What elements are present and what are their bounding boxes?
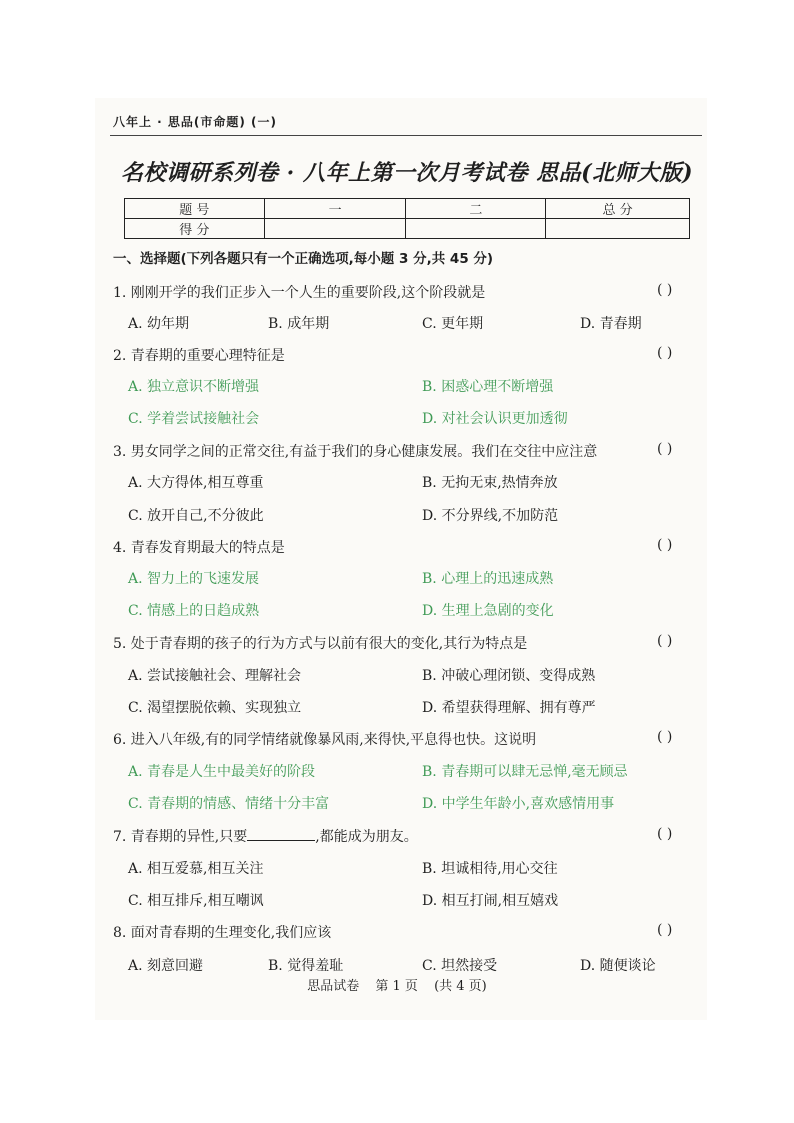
score-table-row-header: [125, 199, 690, 219]
option-c: C. 学着尝试接触社会: [128, 411, 260, 427]
option-a: A. 尝试接触社会、理解社会: [128, 668, 302, 684]
header-cell: 总 分: [546, 199, 690, 219]
score-input-cell[interactable]: [546, 219, 690, 239]
option-c: C. 渴望摆脱依赖、实现独立: [128, 700, 302, 716]
question-5-stem: 5. 处于青春期的孩子的行为方式与以前有很大的变化,其行为特点是: [113, 636, 528, 652]
question-7-stem-end: ,都能成为朋友。: [315, 829, 418, 845]
question-8-stem: 8. 面对青春期的生理变化,我们应该: [113, 925, 332, 941]
answer-paren[interactable]: ( ): [657, 345, 673, 361]
option-d: D. 中学生年龄小,喜欢感情用事: [422, 796, 615, 812]
header-cell: 一: [264, 199, 406, 219]
option-a: A. 大方得体,相互尊重: [128, 475, 264, 491]
answer-paren[interactable]: ( ): [657, 826, 673, 842]
option-d: D. 对社会认识更加透彻: [422, 411, 568, 427]
option-a: A. 青春是人生中最美好的阶段: [128, 764, 316, 780]
option-c: C. 坦然接受: [422, 958, 498, 974]
footer-subject: 思品试卷: [307, 979, 360, 994]
footer-page-number: 第 1 页: [375, 979, 418, 994]
option-b: B. 坦诚相待,用心交往: [422, 861, 558, 877]
option-c: C. 相互排斥,相互嘲讽: [128, 893, 264, 909]
option-b: B. 困惑心理不断增强: [422, 379, 554, 395]
option-a: A. 独立意识不断增强: [128, 379, 260, 395]
option-a: A. 刻意回避: [128, 958, 204, 974]
answer-paren[interactable]: ( ): [657, 633, 673, 649]
header-cell: 题 号: [125, 199, 265, 219]
question-7-stem: [113, 826, 418, 846]
answer-paren[interactable]: ( ): [657, 922, 673, 938]
score-table-row-score: [125, 219, 690, 239]
question-2-stem: 2. 青春期的重要心理特征是: [113, 348, 285, 364]
question-1-stem: 1. 刚刚开学的我们正步入一个人生的重要阶段,这个阶段就是: [113, 285, 486, 301]
question-7-stem-start: 7. 青春期的异性,只要: [113, 829, 248, 845]
running-header: 八年上 · 思品(市命题) (一): [113, 115, 278, 129]
score-input-cell[interactable]: [264, 219, 406, 239]
option-b: B. 冲破心理闭锁、变得成熟: [422, 668, 596, 684]
option-b: B. 觉得羞耻: [268, 958, 344, 974]
option-c: C. 放开自己,不分彼此: [128, 508, 264, 524]
option-a: A. 相互爱慕,相互关注: [128, 861, 264, 877]
answer-paren[interactable]: ( ): [657, 729, 673, 745]
option-c: C. 更年期: [422, 316, 484, 332]
option-b: B. 成年期: [268, 316, 330, 332]
question-3-stem: 3. 男女同学之间的正常交往,有益于我们的身心健康发展。我们在交往中应注意: [113, 444, 598, 460]
header-rule: [110, 135, 702, 136]
score-input-cell[interactable]: [406, 219, 546, 239]
answer-paren[interactable]: ( ): [657, 282, 673, 298]
question-6-stem: 6. 进入八年级,有的同学情绪就像暴风雨,来得快,平息得也快。这说明: [113, 732, 537, 748]
exam-title: 名校调研系列卷 · 八年上第一次月考试卷 思品(北师大版): [121, 160, 693, 186]
option-b: B. 青春期可以肆无忌惮,毫无顾忌: [422, 764, 628, 780]
option-b: B. 心理上的迅速成熟: [422, 571, 554, 587]
option-c: C. 青春期的情感、情绪十分丰富: [128, 796, 330, 812]
option-a: A. 幼年期: [128, 316, 190, 332]
page-footer: [0, 975, 794, 994]
option-c: C. 情感上的日趋成熟: [128, 603, 260, 619]
score-table: [124, 198, 690, 239]
question-4-stem: 4. 青春发育期最大的特点是: [113, 540, 285, 556]
option-b: B. 无拘无束,热情奔放: [422, 475, 558, 491]
option-d: D. 青春期: [580, 316, 642, 332]
option-d: D. 生理上急剧的变化: [422, 603, 554, 619]
answer-paren[interactable]: ( ): [657, 441, 673, 457]
option-d: D. 相互打闹,相互嬉戏: [422, 893, 559, 909]
fill-blank[interactable]: [247, 826, 315, 841]
option-d: D. 希望获得理解、拥有尊严: [422, 700, 596, 716]
answer-paren[interactable]: ( ): [657, 537, 673, 553]
footer-total-pages: (共 4 页): [434, 979, 487, 994]
option-a: A. 智力上的飞速发展: [128, 571, 260, 587]
header-cell: 二: [406, 199, 546, 219]
option-d: D. 不分界线,不加防范: [422, 508, 559, 524]
score-label-cell: 得 分: [125, 219, 265, 239]
option-d: D. 随便谈论: [580, 958, 656, 974]
section-heading: 一、选择题(下列各题只有一个正确选项,每小题 3 分,共 45 分): [113, 251, 494, 267]
